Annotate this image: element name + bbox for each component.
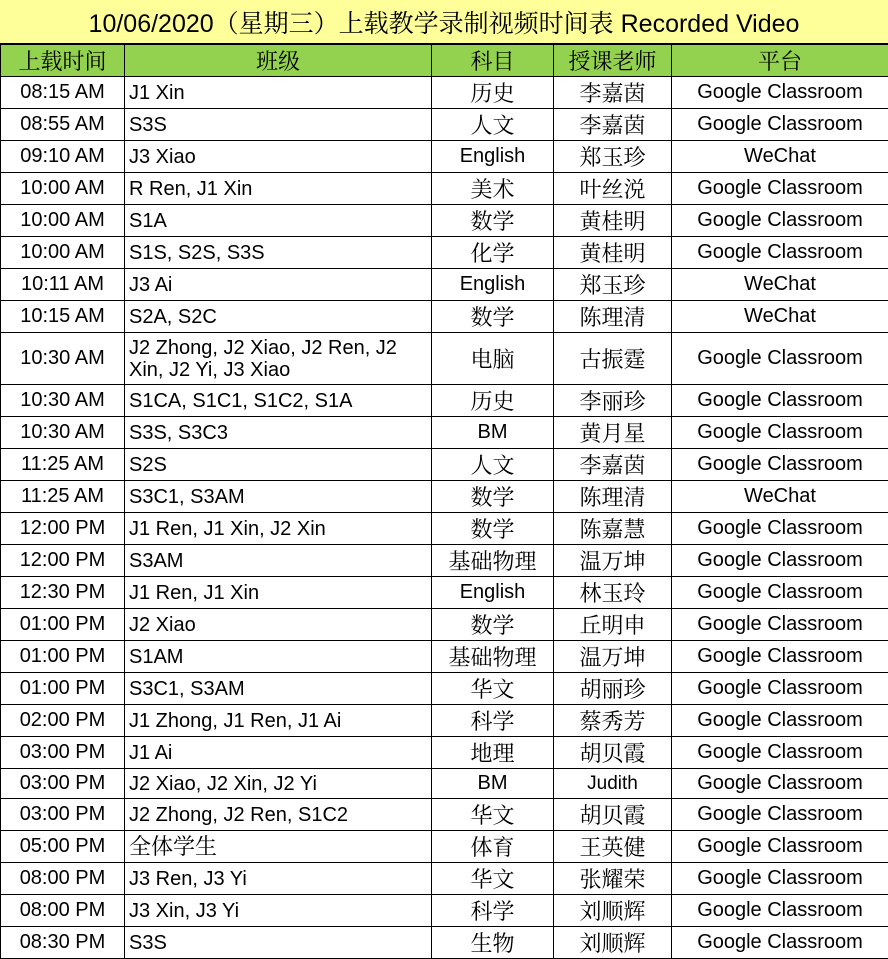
time-cell: 01:00 PM: [1, 609, 125, 641]
platform-cell: Google Classroom: [672, 449, 888, 481]
table-row: [1, 417, 888, 449]
schedule-rows: [1, 77, 888, 959]
time-cell: 10:11 AM: [1, 269, 125, 301]
time-cell: 08:55 AM: [1, 109, 125, 141]
class-cell: 全体学生: [125, 831, 432, 863]
platform-cell: Google Classroom: [672, 173, 888, 205]
subject-cell: 数学: [432, 205, 554, 237]
teacher-cell: 李丽珍: [554, 385, 672, 417]
class-cell: J1 Ren, J1 Xin, J2 Xin: [125, 513, 432, 545]
table-row: [1, 269, 888, 301]
table-row: [1, 77, 888, 109]
subject-cell: 生物: [432, 927, 554, 959]
time-cell: 03:00 PM: [1, 799, 125, 831]
teacher-cell: 叶丝涚: [554, 173, 672, 205]
class-cell: S3AM: [125, 545, 432, 577]
class-cell: J3 Xiao: [125, 141, 432, 173]
table-row: [1, 641, 888, 673]
table-row: [1, 513, 888, 545]
teacher-cell: 温万坤: [554, 641, 672, 673]
teacher-cell: Judith: [554, 769, 672, 799]
time-cell: 03:00 PM: [1, 737, 125, 769]
teacher-cell: 丘明申: [554, 609, 672, 641]
table-row: [1, 109, 888, 141]
class-cell: J1 Ren, J1 Xin: [125, 577, 432, 609]
teacher-cell: 古振霆: [554, 333, 672, 385]
platform-cell: Google Classroom: [672, 577, 888, 609]
subject-cell: BM: [432, 769, 554, 799]
platform-cell: Google Classroom: [672, 799, 888, 831]
teacher-cell: 郑玉珍: [554, 269, 672, 301]
header-class: 班级: [125, 45, 432, 77]
table-row: [1, 481, 888, 513]
platform-cell: Google Classroom: [672, 237, 888, 269]
subject-cell: BM: [432, 417, 554, 449]
platform-cell: WeChat: [672, 141, 888, 173]
time-cell: 05:00 PM: [1, 831, 125, 863]
subject-cell: 人文: [432, 109, 554, 141]
platform-cell: Google Classroom: [672, 417, 888, 449]
platform-cell: Google Classroom: [672, 831, 888, 863]
teacher-cell: 黄桂明: [554, 205, 672, 237]
class-cell: J1 Zhong, J1 Ren, J1 Ai: [125, 705, 432, 737]
table-row: [1, 673, 888, 705]
table-row: [1, 831, 888, 863]
subject-cell: 历史: [432, 77, 554, 109]
time-cell: 02:00 PM: [1, 705, 125, 737]
teacher-cell: 胡贝霞: [554, 737, 672, 769]
class-cell: J2 Xiao: [125, 609, 432, 641]
table-row: [1, 385, 888, 417]
subject-cell: 基础物理: [432, 641, 554, 673]
subject-cell: 数学: [432, 301, 554, 333]
class-cell: J2 Zhong, J2 Ren, S1C2: [125, 799, 432, 831]
table-row: [1, 301, 888, 333]
subject-cell: 美术: [432, 173, 554, 205]
time-cell: 12:00 PM: [1, 545, 125, 577]
table-row: [1, 545, 888, 577]
teacher-cell: 蔡秀芳: [554, 705, 672, 737]
table-row: [1, 769, 888, 799]
teacher-cell: 李嘉茵: [554, 77, 672, 109]
table-row: [1, 737, 888, 769]
subject-cell: 体育: [432, 831, 554, 863]
teacher-cell: 刘顺辉: [554, 927, 672, 959]
class-cell: J2 Zhong, J2 Xiao, J2 Ren, J2 Xin, J2 Yi, J3 Xiao: [125, 333, 432, 385]
table-row: [1, 705, 888, 737]
class-cell: J2 Xiao, J2 Xin, J2 Yi: [125, 769, 432, 799]
subject-cell: 数学: [432, 513, 554, 545]
time-cell: 12:00 PM: [1, 513, 125, 545]
platform-cell: Google Classroom: [672, 673, 888, 705]
platform-cell: Google Classroom: [672, 77, 888, 109]
subject-cell: English: [432, 577, 554, 609]
platform-cell: Google Classroom: [672, 109, 888, 141]
sheet-title: 10/06/2020（星期三）上载教学录制视频时间表 Recorded Video: [0, 0, 888, 44]
teacher-cell: 胡丽珍: [554, 673, 672, 705]
subject-cell: 地理: [432, 737, 554, 769]
class-cell: S1CA, S1C1, S1C2, S1A: [125, 385, 432, 417]
class-cell: S2S: [125, 449, 432, 481]
time-cell: 08:00 PM: [1, 895, 125, 927]
class-cell: J3 Xin, J3 Yi: [125, 895, 432, 927]
time-cell: 10:00 AM: [1, 173, 125, 205]
time-cell: 09:10 AM: [1, 141, 125, 173]
time-cell: 01:00 PM: [1, 673, 125, 705]
table-row: [1, 449, 888, 481]
platform-cell: WeChat: [672, 481, 888, 513]
table-row: [1, 577, 888, 609]
class-cell: J1 Xin: [125, 77, 432, 109]
subject-cell: 华文: [432, 863, 554, 895]
time-cell: 10:00 AM: [1, 237, 125, 269]
time-cell: 10:30 AM: [1, 333, 125, 385]
time-cell: 03:00 PM: [1, 769, 125, 799]
time-cell: 10:30 AM: [1, 385, 125, 417]
platform-cell: Google Classroom: [672, 545, 888, 577]
table-row: [1, 895, 888, 927]
header-platform: 平台: [672, 45, 888, 77]
subject-cell: 华文: [432, 799, 554, 831]
table-row: [1, 205, 888, 237]
teacher-cell: 陈理清: [554, 301, 672, 333]
table-row: [1, 237, 888, 269]
teacher-cell: 黄月星: [554, 417, 672, 449]
teacher-cell: 温万坤: [554, 545, 672, 577]
table-row: [1, 863, 888, 895]
time-cell: 12:30 PM: [1, 577, 125, 609]
subject-cell: 历史: [432, 385, 554, 417]
teacher-cell: 张耀荣: [554, 863, 672, 895]
time-cell: 11:25 AM: [1, 449, 125, 481]
time-cell: 08:15 AM: [1, 77, 125, 109]
platform-cell: Google Classroom: [672, 769, 888, 799]
subject-cell: English: [432, 141, 554, 173]
platform-cell: Google Classroom: [672, 705, 888, 737]
subject-cell: 科学: [432, 705, 554, 737]
class-cell: J1 Ai: [125, 737, 432, 769]
table-row: [1, 141, 888, 173]
platform-cell: Google Classroom: [672, 895, 888, 927]
teacher-cell: 黄桂明: [554, 237, 672, 269]
class-cell: S3S: [125, 927, 432, 959]
class-cell: S1AM: [125, 641, 432, 673]
header-teacher: 授课老师: [554, 45, 672, 77]
subject-cell: 数学: [432, 481, 554, 513]
time-cell: 01:00 PM: [1, 641, 125, 673]
time-cell: 08:00 PM: [1, 863, 125, 895]
class-cell: S3S: [125, 109, 432, 141]
subject-cell: 基础物理: [432, 545, 554, 577]
platform-cell: Google Classroom: [672, 641, 888, 673]
platform-cell: Google Classroom: [672, 333, 888, 385]
subject-cell: 人文: [432, 449, 554, 481]
class-cell: R Ren, J1 Xin: [125, 173, 432, 205]
subject-cell: 数学: [432, 609, 554, 641]
class-cell: S3C1, S3AM: [125, 673, 432, 705]
platform-cell: Google Classroom: [672, 863, 888, 895]
teacher-cell: 林玉玲: [554, 577, 672, 609]
header-row: [1, 45, 888, 77]
teacher-cell: 郑玉珍: [554, 141, 672, 173]
time-cell: 10:30 AM: [1, 417, 125, 449]
table-row: [1, 799, 888, 831]
teacher-cell: 李嘉茵: [554, 109, 672, 141]
subject-cell: English: [432, 269, 554, 301]
subject-cell: 科学: [432, 895, 554, 927]
class-cell: J3 Ren, J3 Yi: [125, 863, 432, 895]
subject-cell: 华文: [432, 673, 554, 705]
table-row: [1, 333, 888, 385]
time-cell: 11:25 AM: [1, 481, 125, 513]
table-row: [1, 609, 888, 641]
schedule-table: [0, 44, 888, 959]
class-cell: S3S, S3C3: [125, 417, 432, 449]
platform-cell: Google Classroom: [672, 205, 888, 237]
header-subject: 科目: [432, 45, 554, 77]
class-cell: S1S, S2S, S3S: [125, 237, 432, 269]
class-cell: J3 Ai: [125, 269, 432, 301]
platform-cell: Google Classroom: [672, 385, 888, 417]
class-cell: S1A: [125, 205, 432, 237]
platform-cell: Google Classroom: [672, 609, 888, 641]
table-row: [1, 173, 888, 205]
subject-cell: 电脑: [432, 333, 554, 385]
teacher-cell: 王英健: [554, 831, 672, 863]
platform-cell: WeChat: [672, 301, 888, 333]
subject-cell: 化学: [432, 237, 554, 269]
table-row: [1, 927, 888, 959]
class-cell: S3C1, S3AM: [125, 481, 432, 513]
platform-cell: Google Classroom: [672, 927, 888, 959]
time-cell: 10:00 AM: [1, 205, 125, 237]
teacher-cell: 胡贝霞: [554, 799, 672, 831]
teacher-cell: 陈理清: [554, 481, 672, 513]
teacher-cell: 刘顺辉: [554, 895, 672, 927]
time-cell: 08:30 PM: [1, 927, 125, 959]
time-cell: 10:15 AM: [1, 301, 125, 333]
platform-cell: Google Classroom: [672, 737, 888, 769]
header-upload-time: 上载时间: [1, 45, 125, 77]
platform-cell: Google Classroom: [672, 513, 888, 545]
class-cell: S2A, S2C: [125, 301, 432, 333]
platform-cell: WeChat: [672, 269, 888, 301]
teacher-cell: 陈嘉慧: [554, 513, 672, 545]
teacher-cell: 李嘉茵: [554, 449, 672, 481]
